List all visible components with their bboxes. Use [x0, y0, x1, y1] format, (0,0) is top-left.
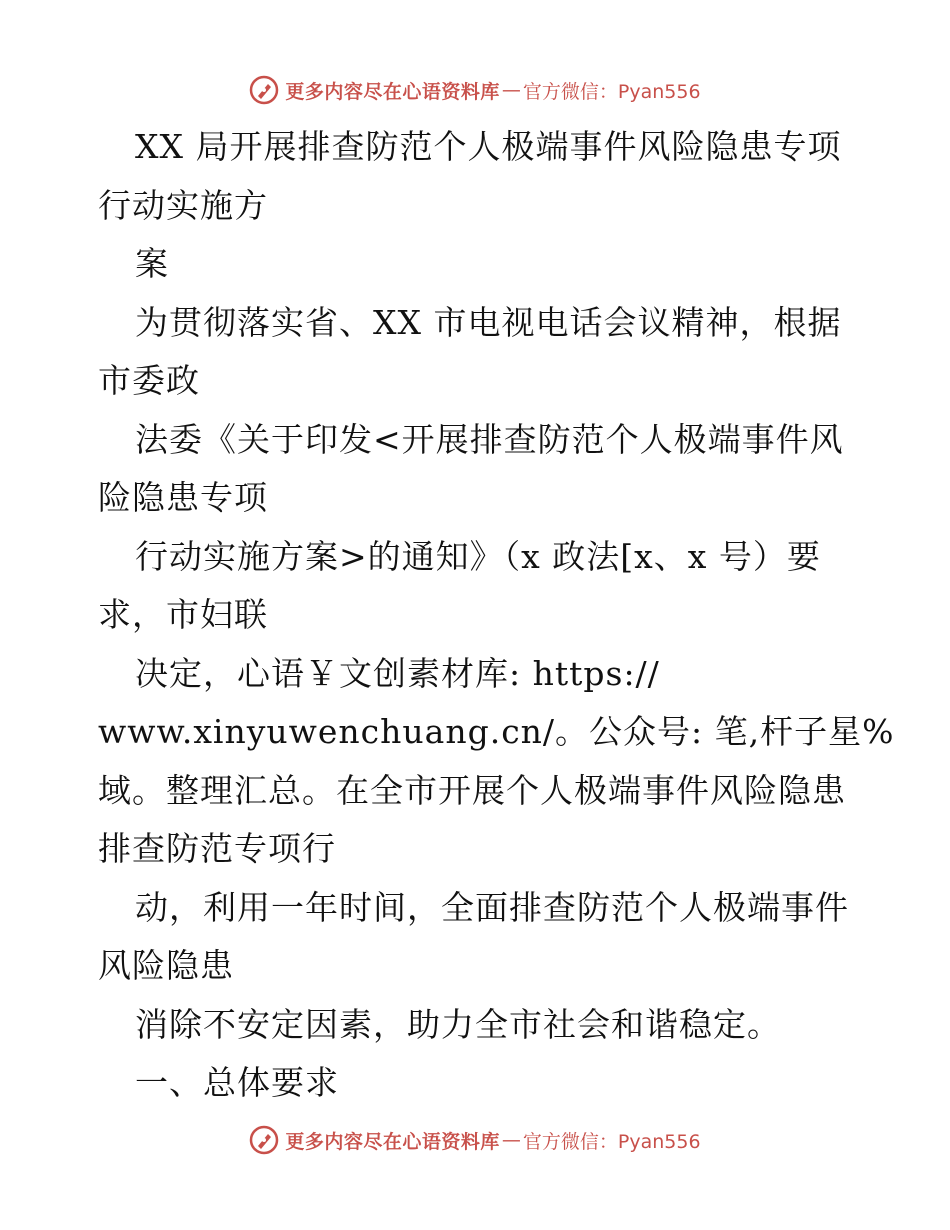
watermark-wechat-text: 官方微信：Pyan556 — [522, 80, 701, 103]
document-line: 一、总体要求 — [135, 1063, 339, 1102]
document-line: 域。整理汇总。在全市开展个人极端事件风险隐患 — [98, 770, 846, 810]
document-body — [98, 118, 895, 1113]
watermark-separator: — — [501, 1129, 521, 1151]
watermark-wechat-text: 官方微信：Pyan556 — [522, 1130, 701, 1153]
document-line: 市委政 — [98, 361, 200, 400]
document-line: 风险隐患 — [98, 946, 234, 985]
document-line: 决定，心语￥文创素材库: https:// — [135, 653, 660, 693]
document-line: 排查防范专项行 — [98, 829, 336, 868]
document-line: 行动实施方案>的通知》（x 政法[x、x 号）要 — [135, 536, 821, 576]
document-line: 险隐患专项 — [98, 478, 268, 517]
watermark-separator: — — [501, 79, 521, 101]
watermark-brand-text: 更多内容尽在心语资料库 — [285, 80, 500, 103]
document-line: 为贯彻落实省、XX 市电视电话会议精神，根据 — [135, 302, 842, 342]
document-line: 行动实施方 — [98, 185, 268, 225]
document-line: 动，利用一年时间，全面排查防范个人极端事件 — [135, 887, 849, 927]
footer-watermark — [0, 1120, 950, 1160]
header-watermark — [0, 70, 950, 110]
document-line: www.xinyuwenchuang.cn/。公众号: 笔,杆子星% — [98, 712, 895, 751]
document-line: 求，市妇联 — [98, 595, 268, 634]
document-line: XX 局开展排查防范个人极端事件风险隐患专项 — [135, 127, 842, 166]
pen-circle-icon — [249, 1125, 279, 1155]
watermark-brand-text: 更多内容尽在心语资料库 — [285, 1130, 500, 1153]
pen-circle-icon — [249, 75, 279, 105]
document-line: 法委《关于印发<开展排查防范个人极端事件风 — [135, 419, 844, 459]
document-line: 消除不安定因素，助力全市社会和谐稳定。 — [135, 1004, 781, 1044]
document-line: 案 — [135, 244, 169, 283]
